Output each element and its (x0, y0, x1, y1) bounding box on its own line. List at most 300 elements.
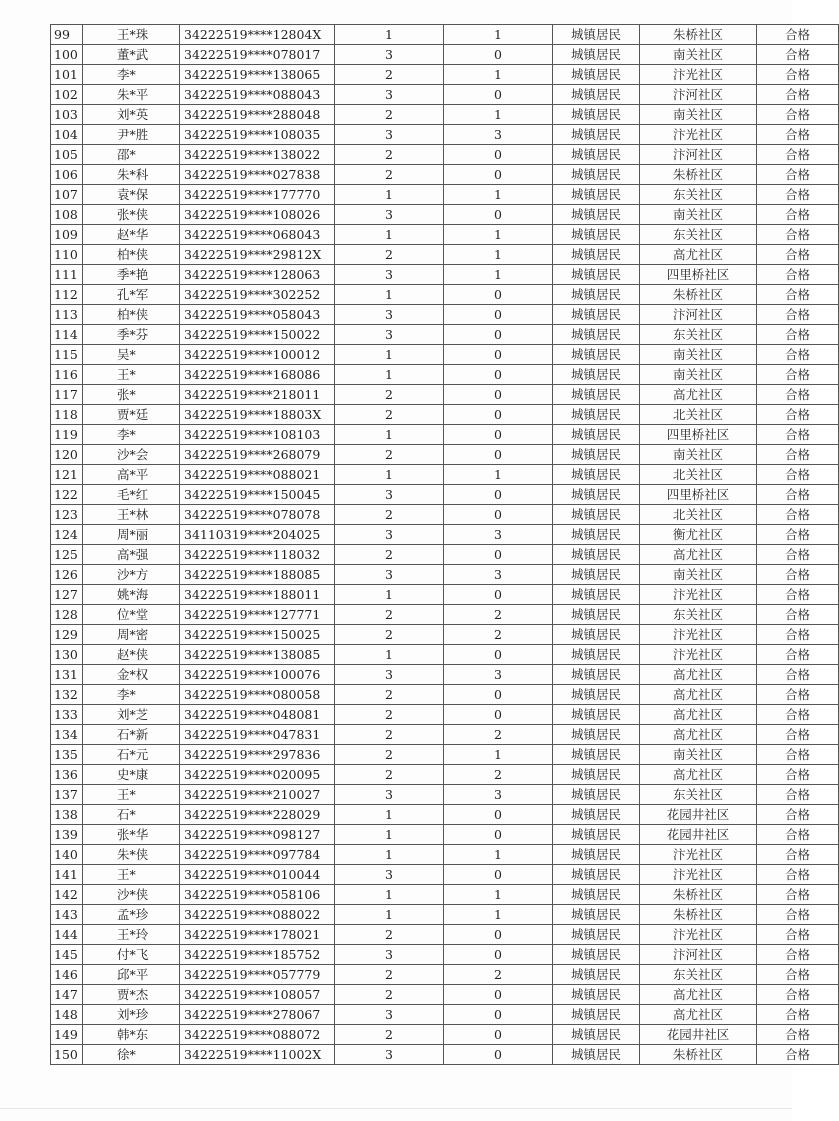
community-cell: 南关社区 (640, 745, 757, 765)
id-number-cell: 34222519****027838 (180, 165, 335, 185)
community-cell: 东关社区 (640, 605, 757, 625)
count-b-cell: 2 (444, 625, 553, 645)
count-a-cell: 3 (335, 565, 444, 585)
table-row (51, 245, 839, 265)
result-cell: 合格 (757, 145, 839, 165)
count-b-cell: 0 (444, 945, 553, 965)
count-a-cell: 3 (335, 45, 444, 65)
table-row (51, 165, 839, 185)
count-a-cell: 2 (335, 705, 444, 725)
count-a-cell: 3 (335, 1005, 444, 1025)
row-number-cell: 132 (51, 685, 83, 705)
count-a-cell: 1 (335, 365, 444, 385)
roster-table-body (51, 25, 839, 1065)
table-row (51, 145, 839, 165)
name-cell: 刘*芝 (83, 705, 180, 725)
resident-type-cell: 城镇居民 (553, 545, 640, 565)
count-a-cell: 2 (335, 685, 444, 705)
id-number-cell: 34222519****010044 (180, 865, 335, 885)
resident-type-cell: 城镇居民 (553, 725, 640, 745)
name-cell: 石* (83, 805, 180, 825)
id-number-cell: 34222519****150022 (180, 325, 335, 345)
count-b-cell: 1 (444, 265, 553, 285)
resident-type-cell: 城镇居民 (553, 565, 640, 585)
result-cell: 合格 (757, 1005, 839, 1025)
result-cell: 合格 (757, 865, 839, 885)
count-a-cell: 2 (335, 385, 444, 405)
row-number-cell: 138 (51, 805, 83, 825)
name-cell: 周*丽 (83, 525, 180, 545)
resident-type-cell: 城镇居民 (553, 745, 640, 765)
community-cell: 朱桥社区 (640, 905, 757, 925)
id-number-cell: 34222519****078017 (180, 45, 335, 65)
count-a-cell: 3 (335, 205, 444, 225)
community-cell: 高尤社区 (640, 665, 757, 685)
count-b-cell: 1 (444, 225, 553, 245)
resident-type-cell: 城镇居民 (553, 845, 640, 865)
table-row (51, 805, 839, 825)
count-a-cell: 1 (335, 285, 444, 305)
community-cell: 汴河社区 (640, 305, 757, 325)
resident-type-cell: 城镇居民 (553, 245, 640, 265)
count-a-cell: 1 (335, 825, 444, 845)
table-row (51, 305, 839, 325)
name-cell: 赵*华 (83, 225, 180, 245)
count-a-cell: 2 (335, 625, 444, 645)
result-cell: 合格 (757, 985, 839, 1005)
row-number-cell: 105 (51, 145, 83, 165)
row-number-cell: 101 (51, 65, 83, 85)
result-cell: 合格 (757, 705, 839, 725)
count-b-cell: 0 (444, 445, 553, 465)
table-row (51, 65, 839, 85)
id-number-cell: 34222519****185752 (180, 945, 335, 965)
result-cell: 合格 (757, 765, 839, 785)
result-cell: 合格 (757, 445, 839, 465)
id-number-cell: 34222519****088021 (180, 465, 335, 485)
resident-type-cell: 城镇居民 (553, 705, 640, 725)
id-number-cell: 34222519****100076 (180, 665, 335, 685)
name-cell: 袁*保 (83, 185, 180, 205)
name-cell: 张*华 (83, 825, 180, 845)
row-number-cell: 133 (51, 705, 83, 725)
row-number-cell: 109 (51, 225, 83, 245)
id-number-cell: 34222519****168086 (180, 365, 335, 385)
id-number-cell: 34222519****108103 (180, 425, 335, 445)
name-cell: 张* (83, 385, 180, 405)
id-number-cell: 34222519****11002X (180, 1045, 335, 1065)
id-number-cell: 34222519****088043 (180, 85, 335, 105)
community-cell: 汴光社区 (640, 585, 757, 605)
count-a-cell: 2 (335, 505, 444, 525)
name-cell: 李* (83, 425, 180, 445)
row-number-cell: 128 (51, 605, 83, 625)
table-row (51, 785, 839, 805)
table-row (51, 765, 839, 785)
name-cell: 贾*杰 (83, 985, 180, 1005)
name-cell: 毛*红 (83, 485, 180, 505)
count-b-cell: 0 (444, 1045, 553, 1065)
community-cell: 汴光社区 (640, 645, 757, 665)
count-a-cell: 3 (335, 785, 444, 805)
count-b-cell: 0 (444, 165, 553, 185)
row-number-cell: 115 (51, 345, 83, 365)
table-row (51, 965, 839, 985)
result-cell: 合格 (757, 965, 839, 985)
count-a-cell: 3 (335, 1045, 444, 1065)
resident-type-cell: 城镇居民 (553, 405, 640, 425)
resident-type-cell: 城镇居民 (553, 865, 640, 885)
result-cell: 合格 (757, 485, 839, 505)
result-cell: 合格 (757, 885, 839, 905)
table-row (51, 365, 839, 385)
resident-type-cell: 城镇居民 (553, 665, 640, 685)
resident-type-cell: 城镇居民 (553, 505, 640, 525)
id-number-cell: 34222519****138022 (180, 145, 335, 165)
result-cell: 合格 (757, 305, 839, 325)
count-b-cell: 2 (444, 965, 553, 985)
id-number-cell: 34222519****097784 (180, 845, 335, 865)
id-number-cell: 34222519****12804X (180, 25, 335, 45)
count-b-cell: 1 (444, 845, 553, 865)
count-b-cell: 0 (444, 865, 553, 885)
table-row (51, 945, 839, 965)
count-b-cell: 0 (444, 405, 553, 425)
table-row (51, 345, 839, 365)
count-b-cell: 1 (444, 25, 553, 45)
result-cell: 合格 (757, 505, 839, 525)
count-b-cell: 0 (444, 825, 553, 845)
result-cell: 合格 (757, 265, 839, 285)
row-number-cell: 108 (51, 205, 83, 225)
name-cell: 邱*平 (83, 965, 180, 985)
table-row (51, 585, 839, 605)
count-a-cell: 2 (335, 745, 444, 765)
id-number-cell: 34222519****118032 (180, 545, 335, 565)
count-a-cell: 3 (335, 945, 444, 965)
count-a-cell: 3 (335, 485, 444, 505)
result-cell: 合格 (757, 585, 839, 605)
community-cell: 高尤社区 (640, 985, 757, 1005)
row-number-cell: 139 (51, 825, 83, 845)
row-number-cell: 124 (51, 525, 83, 545)
count-a-cell: 1 (335, 465, 444, 485)
name-cell: 史*康 (83, 765, 180, 785)
row-number-cell: 148 (51, 1005, 83, 1025)
resident-type-cell: 城镇居民 (553, 445, 640, 465)
count-b-cell: 3 (444, 565, 553, 585)
community-cell: 四里桥社区 (640, 265, 757, 285)
resident-type-cell: 城镇居民 (553, 285, 640, 305)
community-cell: 高尤社区 (640, 705, 757, 725)
resident-type-cell: 城镇居民 (553, 765, 640, 785)
table-row (51, 925, 839, 945)
count-b-cell: 0 (444, 205, 553, 225)
count-b-cell: 0 (444, 1025, 553, 1045)
community-cell: 花园井社区 (640, 825, 757, 845)
count-b-cell: 1 (444, 465, 553, 485)
table-row (51, 845, 839, 865)
community-cell: 花园井社区 (640, 805, 757, 825)
row-number-cell: 143 (51, 905, 83, 925)
resident-type-cell: 城镇居民 (553, 125, 640, 145)
result-cell: 合格 (757, 805, 839, 825)
resident-type-cell: 城镇居民 (553, 225, 640, 245)
name-cell: 周*密 (83, 625, 180, 645)
id-number-cell: 34110319****204025 (180, 525, 335, 545)
table-row (51, 745, 839, 765)
count-b-cell: 0 (444, 385, 553, 405)
community-cell: 汴光社区 (640, 845, 757, 865)
name-cell: 位*堂 (83, 605, 180, 625)
count-a-cell: 3 (335, 85, 444, 105)
row-number-cell: 126 (51, 565, 83, 585)
name-cell: 吴* (83, 345, 180, 365)
count-b-cell: 1 (444, 185, 553, 205)
row-number-cell: 125 (51, 545, 83, 565)
row-number-cell: 111 (51, 265, 83, 285)
count-b-cell: 0 (444, 925, 553, 945)
table-row (51, 285, 839, 305)
table-row (51, 545, 839, 565)
id-number-cell: 34222519****128063 (180, 265, 335, 285)
page-bottom-divider (0, 1108, 792, 1109)
resident-type-cell: 城镇居民 (553, 145, 640, 165)
count-a-cell: 2 (335, 1025, 444, 1045)
community-cell: 南关社区 (640, 45, 757, 65)
id-number-cell: 34222519****188085 (180, 565, 335, 585)
result-cell: 合格 (757, 1045, 839, 1065)
resident-type-cell: 城镇居民 (553, 45, 640, 65)
result-cell: 合格 (757, 165, 839, 185)
id-number-cell: 34222519****268079 (180, 445, 335, 465)
name-cell: 沙*会 (83, 445, 180, 465)
name-cell: 尹*胜 (83, 125, 180, 145)
count-a-cell: 2 (335, 245, 444, 265)
table-row (51, 625, 839, 645)
name-cell: 王*林 (83, 505, 180, 525)
resident-type-cell: 城镇居民 (553, 165, 640, 185)
row-number-cell: 106 (51, 165, 83, 185)
table-row (51, 205, 839, 225)
row-number-cell: 116 (51, 365, 83, 385)
row-number-cell: 146 (51, 965, 83, 985)
count-a-cell: 2 (335, 925, 444, 945)
row-number-cell: 130 (51, 645, 83, 665)
result-cell: 合格 (757, 725, 839, 745)
count-a-cell: 3 (335, 665, 444, 685)
count-b-cell: 3 (444, 125, 553, 145)
count-b-cell: 3 (444, 525, 553, 545)
community-cell: 高尤社区 (640, 545, 757, 565)
name-cell: 邵* (83, 145, 180, 165)
id-number-cell: 34222519****210027 (180, 785, 335, 805)
id-number-cell: 34222519****150045 (180, 485, 335, 505)
id-number-cell: 34222519****108057 (180, 985, 335, 1005)
name-cell: 姚*海 (83, 585, 180, 605)
count-a-cell: 2 (335, 985, 444, 1005)
resident-type-cell: 城镇居民 (553, 645, 640, 665)
count-a-cell: 2 (335, 445, 444, 465)
community-cell: 高尤社区 (640, 685, 757, 705)
id-number-cell: 34222519****108035 (180, 125, 335, 145)
table-row (51, 125, 839, 145)
count-a-cell: 1 (335, 225, 444, 245)
result-cell: 合格 (757, 625, 839, 645)
id-number-cell: 34222519****098127 (180, 825, 335, 845)
name-cell: 沙*侠 (83, 885, 180, 905)
resident-type-cell: 城镇居民 (553, 985, 640, 1005)
result-cell: 合格 (757, 645, 839, 665)
name-cell: 刘*珍 (83, 1005, 180, 1025)
row-number-cell: 112 (51, 285, 83, 305)
count-a-cell: 1 (335, 25, 444, 45)
table-row (51, 425, 839, 445)
count-b-cell: 1 (444, 245, 553, 265)
community-cell: 东关社区 (640, 965, 757, 985)
name-cell: 孟*珍 (83, 905, 180, 925)
result-cell: 合格 (757, 525, 839, 545)
result-cell: 合格 (757, 45, 839, 65)
name-cell: 董*武 (83, 45, 180, 65)
count-a-cell: 2 (335, 605, 444, 625)
count-b-cell: 0 (444, 545, 553, 565)
community-cell: 北关社区 (640, 405, 757, 425)
result-cell: 合格 (757, 325, 839, 345)
table-row (51, 825, 839, 845)
id-number-cell: 34222519****228029 (180, 805, 335, 825)
community-cell: 四里桥社区 (640, 485, 757, 505)
count-b-cell: 1 (444, 885, 553, 905)
count-a-cell: 2 (335, 105, 444, 125)
result-cell: 合格 (757, 85, 839, 105)
id-number-cell: 34222519****138065 (180, 65, 335, 85)
resident-type-cell: 城镇居民 (553, 945, 640, 965)
community-cell: 汴光社区 (640, 625, 757, 645)
count-b-cell: 0 (444, 685, 553, 705)
result-cell: 合格 (757, 125, 839, 145)
resident-type-cell: 城镇居民 (553, 685, 640, 705)
id-number-cell: 34222519****048081 (180, 705, 335, 725)
resident-type-cell: 城镇居民 (553, 345, 640, 365)
resident-type-cell: 城镇居民 (553, 325, 640, 345)
id-number-cell: 34222519****302252 (180, 285, 335, 305)
count-b-cell: 1 (444, 105, 553, 125)
row-number-cell: 121 (51, 465, 83, 485)
community-cell: 东关社区 (640, 785, 757, 805)
count-b-cell: 0 (444, 145, 553, 165)
count-b-cell: 0 (444, 985, 553, 1005)
count-b-cell: 1 (444, 745, 553, 765)
community-cell: 东关社区 (640, 325, 757, 345)
name-cell: 石*元 (83, 745, 180, 765)
table-row (51, 885, 839, 905)
community-cell: 高尤社区 (640, 1005, 757, 1025)
count-b-cell: 0 (444, 805, 553, 825)
result-cell: 合格 (757, 185, 839, 205)
name-cell: 朱*侠 (83, 845, 180, 865)
row-number-cell: 135 (51, 745, 83, 765)
name-cell: 高*平 (83, 465, 180, 485)
result-cell: 合格 (757, 665, 839, 685)
count-b-cell: 0 (444, 325, 553, 345)
resident-type-cell: 城镇居民 (553, 25, 640, 45)
name-cell: 金*权 (83, 665, 180, 685)
count-b-cell: 0 (444, 645, 553, 665)
resident-type-cell: 城镇居民 (553, 625, 640, 645)
community-cell: 汴河社区 (640, 85, 757, 105)
result-cell: 合格 (757, 545, 839, 565)
id-number-cell: 34222519****127771 (180, 605, 335, 625)
resident-type-cell: 城镇居民 (553, 65, 640, 85)
result-cell: 合格 (757, 245, 839, 265)
name-cell: 刘*英 (83, 105, 180, 125)
community-cell: 汴光社区 (640, 865, 757, 885)
name-cell: 季*艳 (83, 265, 180, 285)
count-b-cell: 3 (444, 665, 553, 685)
count-a-cell: 1 (335, 885, 444, 905)
table-row (51, 525, 839, 545)
id-number-cell: 34222519****188011 (180, 585, 335, 605)
result-cell: 合格 (757, 225, 839, 245)
row-number-cell: 114 (51, 325, 83, 345)
result-cell: 合格 (757, 685, 839, 705)
community-cell: 汴河社区 (640, 145, 757, 165)
count-b-cell: 1 (444, 65, 553, 85)
row-number-cell: 150 (51, 1045, 83, 1065)
count-a-cell: 3 (335, 525, 444, 545)
id-number-cell: 34222519****288048 (180, 105, 335, 125)
table-row (51, 105, 839, 125)
name-cell: 朱*平 (83, 85, 180, 105)
resident-type-cell: 城镇居民 (553, 585, 640, 605)
id-number-cell: 34222519****088022 (180, 905, 335, 925)
id-number-cell: 34222519****058043 (180, 305, 335, 325)
result-cell: 合格 (757, 825, 839, 845)
result-cell: 合格 (757, 465, 839, 485)
resident-type-cell: 城镇居民 (553, 1005, 640, 1025)
count-a-cell: 3 (335, 305, 444, 325)
name-cell: 王* (83, 785, 180, 805)
name-cell: 石*新 (83, 725, 180, 745)
table-row (51, 225, 839, 245)
community-cell: 高尤社区 (640, 385, 757, 405)
roster-table (50, 24, 839, 1065)
id-number-cell: 34222519****18803X (180, 405, 335, 425)
result-cell: 合格 (757, 205, 839, 225)
name-cell: 柏*侠 (83, 305, 180, 325)
id-number-cell: 34222519****108026 (180, 205, 335, 225)
table-row (51, 185, 839, 205)
community-cell: 衡尤社区 (640, 525, 757, 545)
community-cell: 高尤社区 (640, 245, 757, 265)
count-a-cell: 2 (335, 965, 444, 985)
count-b-cell: 0 (444, 45, 553, 65)
id-number-cell: 34222519****178021 (180, 925, 335, 945)
resident-type-cell: 城镇居民 (553, 385, 640, 405)
name-cell: 韩*东 (83, 1025, 180, 1045)
table-row (51, 485, 839, 505)
community-cell: 南关社区 (640, 445, 757, 465)
resident-type-cell: 城镇居民 (553, 265, 640, 285)
resident-type-cell: 城镇居民 (553, 105, 640, 125)
table-row (51, 265, 839, 285)
count-a-cell: 3 (335, 865, 444, 885)
resident-type-cell: 城镇居民 (553, 905, 640, 925)
resident-type-cell: 城镇居民 (553, 525, 640, 545)
table-row (51, 725, 839, 745)
table-row (51, 685, 839, 705)
